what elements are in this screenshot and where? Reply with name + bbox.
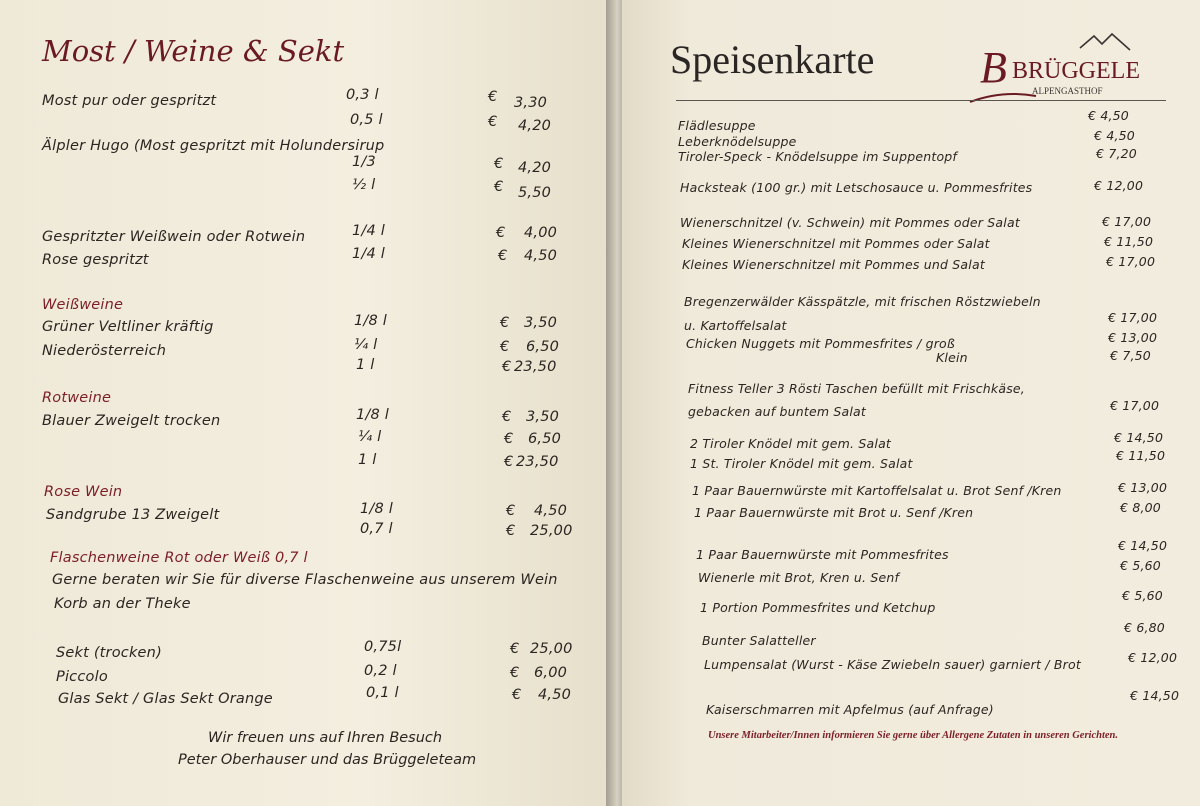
dish-price: € 17,00 [1106,254,1156,269]
item-price: 25,00 [530,523,573,539]
item-name: Most pur oder gespritzt [42,93,217,109]
dish-price: € 8,00 [1120,500,1161,515]
dish-name: Chicken Nuggets mit Pommesfrites / groß [686,336,955,351]
item-quantity: 0,1 l [366,685,399,701]
dish-name: Flädlesuppe [678,118,756,133]
item-quantity: 1/3 [352,154,376,170]
currency-symbol: € [502,359,512,375]
item-name: Älpler Hugo (Most gespritzt mit Holundersirup [42,138,385,154]
dish-price: € 17,00 [1110,398,1160,413]
thanks-line-2: Peter Oberhauser und das Brüggeleteam [178,752,477,768]
item-price: 25,00 [530,641,573,657]
currency-symbol: € [500,339,510,355]
dish-price: € 4,50 [1088,108,1129,123]
dish-name: 1 Portion Pommesfrites und Ketchup [700,600,936,615]
dish-name: Bregenzerwälder Kässpätzle, mit frischen Röstzwiebeln [684,294,1041,309]
item-price: 6,50 [528,431,562,447]
title-divider [676,100,1166,101]
item-quantity: 0,2 l [364,663,397,679]
dish-name: Kleines Wienerschnitzel mit Pommes und Salat [682,257,985,272]
item-quantity: ¼ l [354,337,378,353]
item-quantity: 0,75l [364,639,402,655]
currency-symbol: € [500,315,510,331]
item-quantity: 1/4 l [352,223,385,239]
currency-symbol: € [510,641,520,657]
dish-price: € 5,60 [1120,558,1161,573]
dish-name: Fitness Teller 3 Rösti Taschen befüllt mit Frischkäse, [688,381,1025,396]
logo-subtitle: ALPENGASTHOF [1032,86,1103,96]
dish-name: Kleines Wienerschnitzel mit Pommes oder Salat [682,236,990,251]
dish-name: 2 Tiroler Knödel mit gem. Salat [690,436,892,451]
currency-symbol: € [504,454,514,470]
item-price: 4,00 [524,225,558,241]
dish-price: € 12,00 [1094,178,1144,193]
currency-symbol: € [488,89,498,105]
item-quantity: ¼ l [358,429,382,445]
item-name: Grüner Veltliner kräftig [42,319,214,335]
item-name: Gerne beraten wir Sie für diverse Flaschenweine aus unserem Wein [52,572,558,588]
item-price: 6,50 [526,339,560,355]
dish-name: 1 Paar Bauernwürste mit Pommesfrites [696,547,949,562]
logo-text: BRÜGGELE [1012,58,1140,84]
dish-name: Klein [936,350,968,365]
currency-symbol: € [496,225,506,241]
item-quantity: 1 l [358,452,377,468]
dish-price: € 14,50 [1114,430,1164,445]
dish-price: € 17,00 [1102,214,1152,229]
section-heading: Rotweine [42,390,112,406]
item-name: Gespritzter Weißwein oder Rotwein [42,229,306,245]
item-price: 23,50 [516,454,559,470]
dish-price: € 13,00 [1118,480,1168,495]
item-price: 5,50 [518,185,552,201]
dish-name: Hacksteak (100 gr.) mit Letschosauce u. Pommesfrites [680,180,1033,195]
dish-name: gebacken auf buntem Salat [688,404,867,419]
item-quantity: 1/8 l [356,407,389,423]
svg-text:B: B [980,43,1007,92]
currency-symbol: € [506,503,516,519]
item-price: 4,50 [538,687,572,703]
dish-name: Bunter Salatteller [702,633,816,648]
item-quantity: 1/8 l [360,501,393,517]
thanks-line-1: Wir freuen uns auf Ihren Besuch [208,730,443,746]
item-quantity: ½ l [352,177,376,193]
currency-symbol: € [506,523,516,539]
dish-name: Leberknödelsuppe [678,134,797,149]
dish-name: u. Kartoffelsalat [684,318,787,333]
item-name: Niederösterreich [42,343,167,359]
currency-symbol: € [502,409,512,425]
section-heading: Rose Wein [44,484,123,500]
brueggele-logo [962,30,1152,110]
item-name: Korb an der Theke [54,596,191,612]
item-quantity: 0,3 l [346,87,379,103]
item-price: 3,30 [514,95,548,111]
item-quantity: 0,7 l [360,521,393,537]
dish-price: € 4,50 [1094,128,1135,143]
dish-price: € 12,00 [1128,650,1178,665]
item-name: Sekt (trocken) [56,645,162,661]
right-page-title: Speisenkarte [670,37,875,82]
dish-price: € 11,50 [1116,448,1166,463]
currency-symbol: € [494,179,504,195]
currency-symbol: € [504,431,514,447]
item-name: Rose gespritzt [42,252,149,268]
item-quantity: 0,5 l [350,112,383,128]
dish-name: 1 Paar Bauernwürste mit Kartoffelsalat u. Brot Senf /Kren [692,483,1062,498]
item-price: 4,20 [518,160,552,176]
dish-price: € 7,50 [1110,348,1151,363]
item-price: 4,50 [534,503,568,519]
item-quantity: 1 l [356,357,375,373]
dish-name: Kaiserschmarren mit Apfelmus (auf Anfrage) [706,702,994,717]
dish-price: € 11,50 [1104,234,1154,249]
dish-name: Wienerle mit Brot, Kren u. Senf [698,570,900,585]
item-name: Glas Sekt / Glas Sekt Orange [58,691,273,707]
item-price: 6,00 [534,665,568,681]
dish-price: € 17,00 [1108,310,1158,325]
currency-symbol: € [512,687,522,703]
item-price: 3,50 [526,409,560,425]
dish-price: € 7,20 [1096,146,1137,161]
dish-price: € 5,60 [1122,588,1163,603]
currency-symbol: € [488,114,498,130]
dish-name: 1 St. Tiroler Knödel mit gem. Salat [690,456,913,471]
currency-symbol: € [494,156,504,172]
dish-name: Wienerschnitzel (v. Schwein) mit Pommes oder Salat [680,215,1020,230]
item-name: Blauer Zweigelt trocken [42,413,221,429]
item-price: 4,50 [524,248,558,264]
currency-symbol: € [510,665,520,681]
section-heading: Weißweine [42,297,124,313]
item-quantity: 1/8 l [354,313,387,329]
item-name: Sandgrube 13 Zweigelt [46,507,220,523]
item-name: Piccolo [56,669,108,685]
dish-price: € 14,50 [1118,538,1168,553]
item-price: 3,50 [524,315,558,331]
left-page-title: Most / Weine & Sekt [42,34,345,68]
dish-price: € 14,50 [1130,688,1180,703]
section-heading: Flaschenweine Rot oder Weiß 0,7 l [50,550,308,566]
item-price: 4,20 [518,118,552,134]
dish-name: 1 Paar Bauernwürste mit Brot u. Senf /Kren [694,505,974,520]
dish-price: € 6,80 [1124,620,1165,635]
allergen-note: Unsere Mitarbeiter/Innen informieren Sie gerne über Allergene Zutaten in unseren Gerichten. [708,730,1119,741]
dish-name: Lumpensalat (Wurst - Käse Zwiebeln sauer) garniert / Brot [704,657,1081,672]
dish-price: € 13,00 [1108,330,1158,345]
dish-name: Tiroler-Speck - Knödelsuppe im Suppentopf [678,149,958,164]
currency-symbol: € [498,248,508,264]
item-quantity: 1/4 l [352,246,385,262]
item-price: 23,50 [514,359,557,375]
